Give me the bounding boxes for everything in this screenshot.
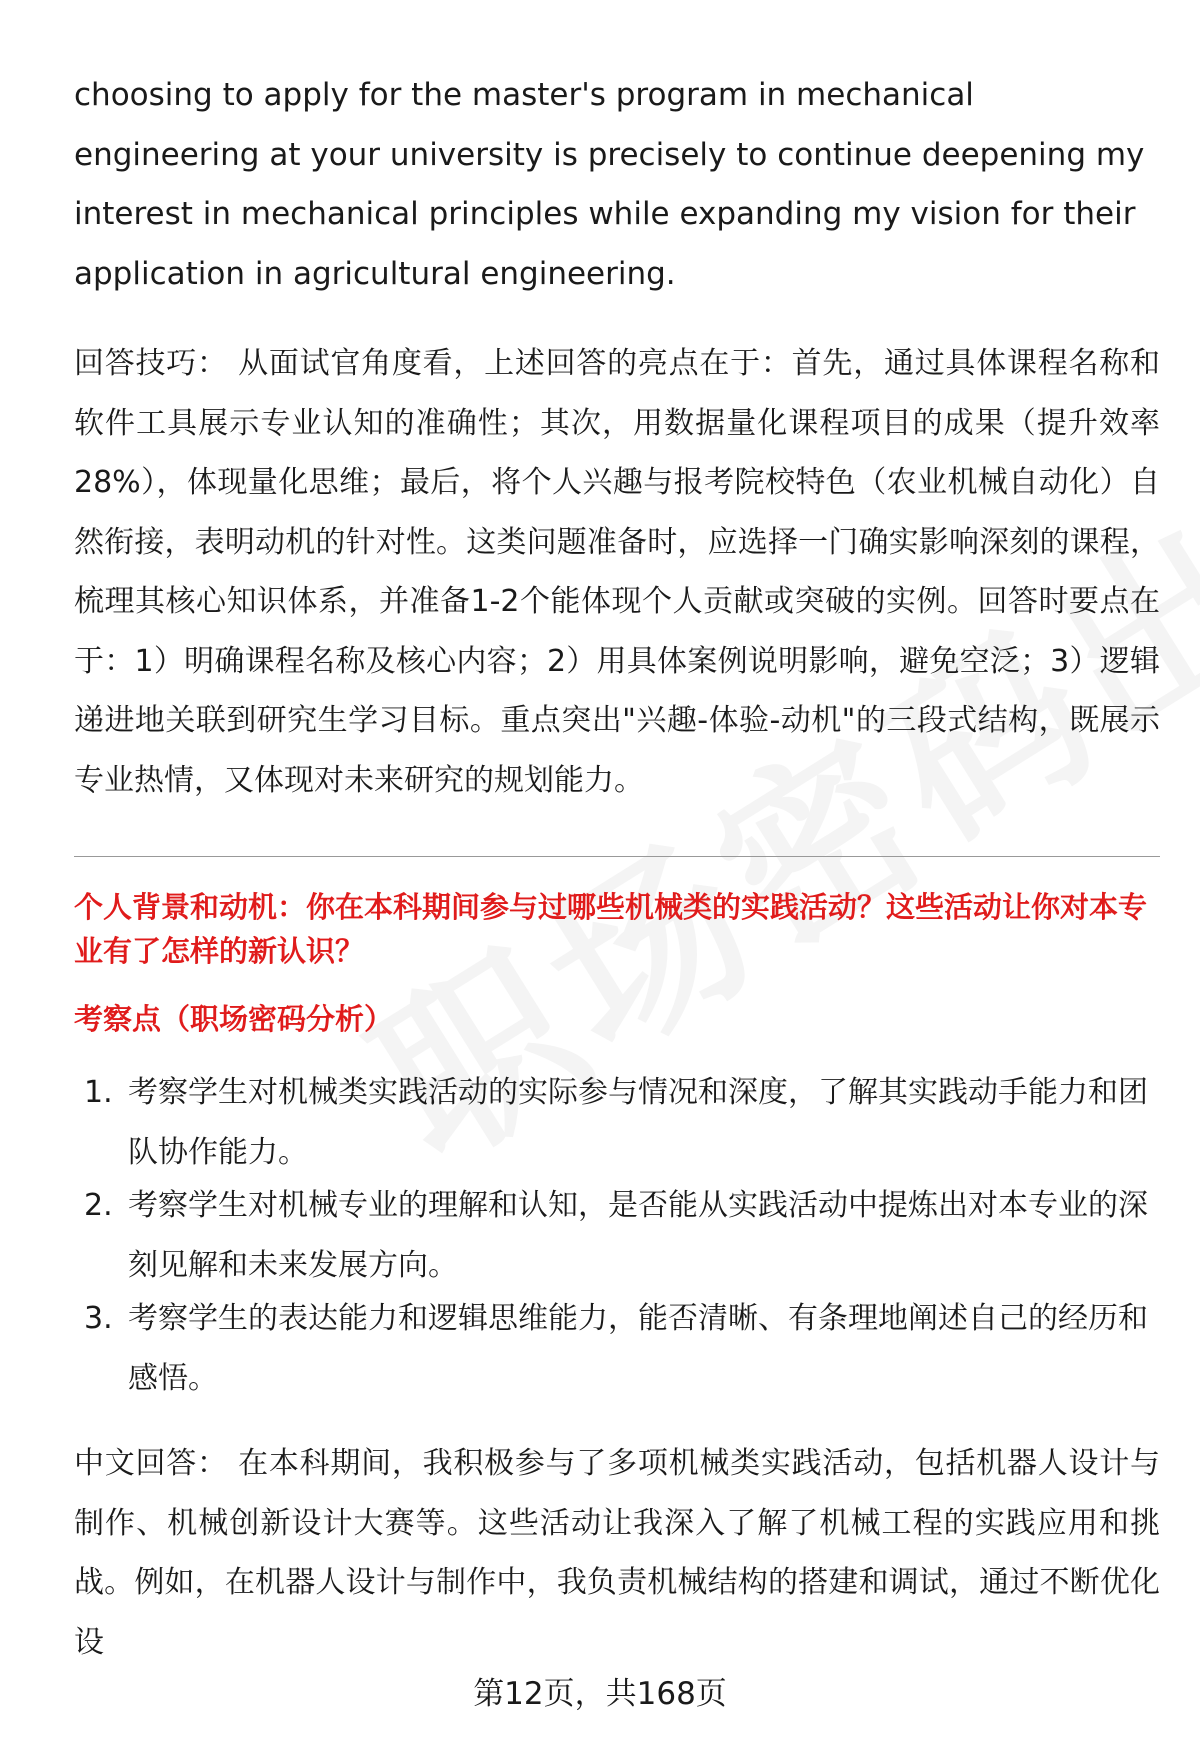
list-item-number: 2. xyxy=(84,1188,113,1223)
list-item-text: 考察学生对机械专业的理解和认知，是否能从实践活动中提炼出对本专业的深刻见解和未来发展方向。 xyxy=(128,1188,1148,1283)
intro-paragraph-en: choosing to apply for the master's program in mechanical engineering at your university is precisely to continue deepening my interest in mechanical principles while expanding my vision for their application in agricultural engineering. xyxy=(74,77,1145,292)
list-item xyxy=(74,1063,1160,1182)
answer-text: 在本科期间，我积极参与了多项机械类实践活动，包括机器人设计与制作、机械创新设计大赛等。这些活动让我深入了解了机械工程的实践应用和挑战。例如，在机器人设计与制作中，我负责机械结构的搭建和调试，通过不断优化设 xyxy=(74,1446,1160,1660)
answer-label: 中文回答： xyxy=(74,1446,228,1481)
points-list xyxy=(74,1063,1160,1408)
list-item-number: 1. xyxy=(84,1075,113,1110)
tips-text: 从面试官角度看，上述回答的亮点在于：首先，通过具体课程名称和软件工具展示专业认知的准确性；其次，用数据量化课程项目的成果（提升效率28%），体现量化思维；最后，将个人兴趣与报考院校特色（农业机械自动化）自然衔接，表明动机的针对性。这类问题准备时，应选择一门确实影响深刻的课程，梳理其核心知识体系，并准备1-2个能体现个人贡献或突破的实例。回答时要点在于：1）明确课程名称及核心内容；2）用具体案例说明影响，避免空泛；3）逻辑递进地关联到研究生学习目标。重点突出"兴趣-体验-动机"的三段式结构，既展示专业热情，又体现对未来研究的规划能力。 xyxy=(74,346,1160,798)
answer-paragraph xyxy=(74,1434,1160,1672)
list-item xyxy=(74,1176,1160,1295)
list-item-number: 3. xyxy=(84,1301,113,1336)
list-item-text: 考察学生的表达能力和逻辑思维能力，能否清晰、有条理地阐述自己的经历和感悟。 xyxy=(128,1301,1148,1396)
list-item xyxy=(74,1289,1160,1408)
list-item-text: 考察学生对机械类实践活动的实际参与情况和深度，了解其实践动手能力和团队协作能力。 xyxy=(128,1075,1148,1170)
points-title: 考察点（职场密码分析） xyxy=(74,1002,394,1036)
page-content xyxy=(74,66,1160,1672)
tips-label: 回答技巧： xyxy=(74,346,228,381)
question-title: 个人背景和动机：你在本科期间参与过哪些机械类的实践活动？这些活动让你对本专业有了怎样的新认识？ xyxy=(74,890,1148,968)
page-number-footer: 第12页，共168页 xyxy=(473,1676,727,1712)
tips-paragraph xyxy=(74,334,1160,810)
